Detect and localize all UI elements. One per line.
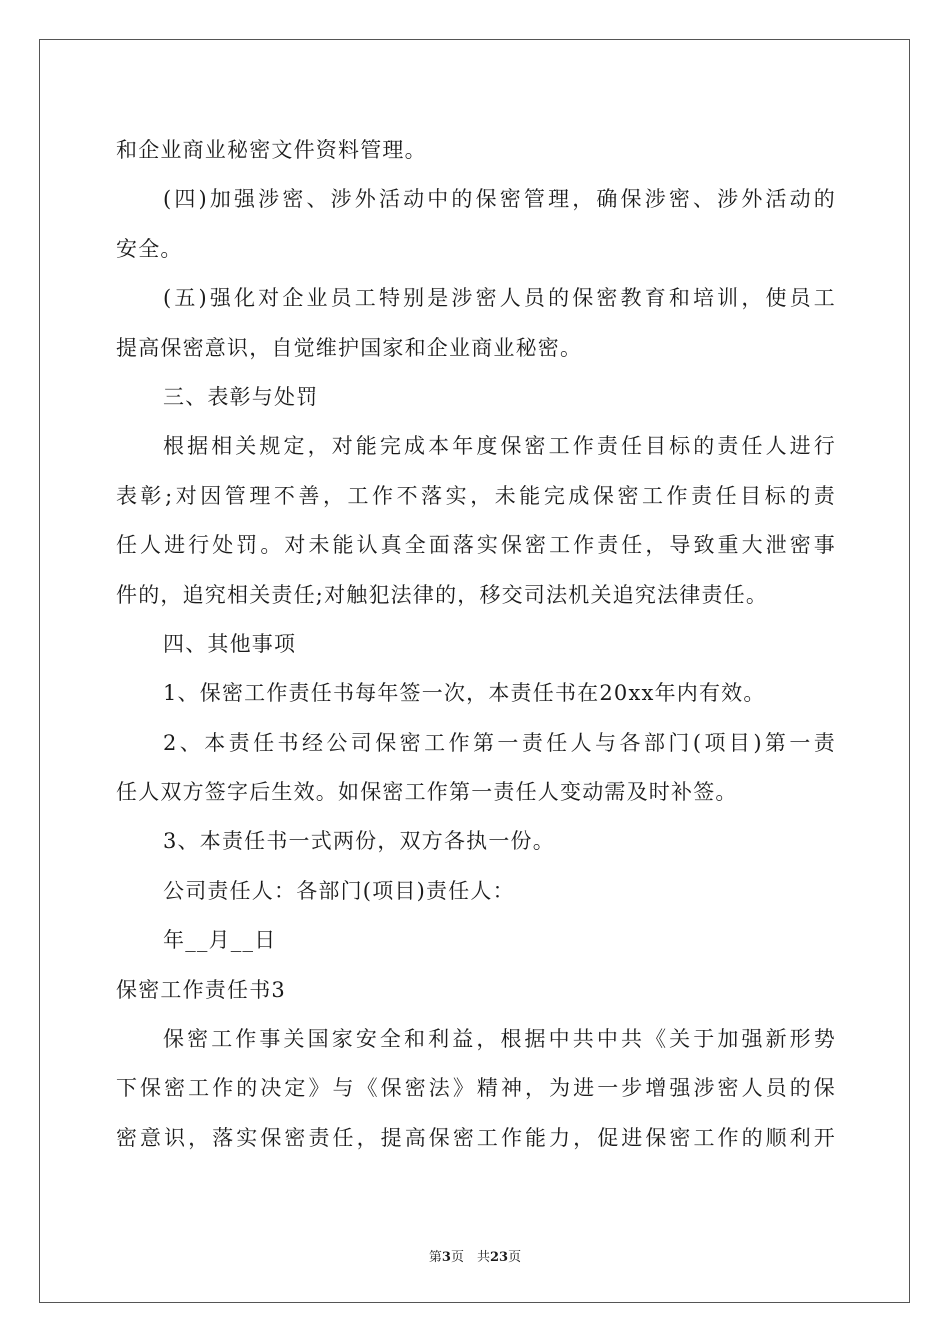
- footer-prefix: 第: [428, 1250, 442, 1265]
- body-line: 保密工作事关国家安全和利益，根据中共中共《关于加强新形势: [163, 1027, 836, 1052]
- body-line: (四)加强涉密、涉外活动中的保密管理，确保涉密、涉外活动的: [163, 187, 836, 212]
- section-heading: 四、其他事项: [163, 631, 297, 656]
- signature-line: 公司责任人：各部门(项目)责任人：: [163, 878, 515, 903]
- current-page-number: 3: [441, 1250, 451, 1265]
- body-line: 3、本责任书一式两份，双方各执一份。: [163, 829, 555, 854]
- body-line: 根据相关规定，对能完成本年度保密工作责任目标的责任人进行: [163, 434, 836, 459]
- body-line: 提高保密意识，自觉维护国家和企业商业秘密。: [116, 335, 583, 360]
- document-body: [116, 126, 836, 1163]
- footer-middle: 页 共: [450, 1250, 490, 1265]
- body-line: 件的，追究相关责任;对触犯法律的，移交司法机关追究法律责任。: [116, 582, 769, 607]
- document-title: 保密工作责任书3: [116, 977, 286, 1002]
- body-line: 2、本责任书经公司保密工作第一责任人与各部门(项目)第一责: [163, 730, 836, 755]
- section-heading: 三、表彰与处罚: [163, 384, 319, 409]
- body-line: 和企业商业秘密文件资料管理。: [116, 138, 427, 162]
- footer-suffix: 页: [508, 1250, 522, 1265]
- body-line: 任人双方签字后生效。如保密工作第一责任人变动需及时补签。: [116, 780, 738, 805]
- body-line: 1、保密工作责任书每年签一次，本责任书在20xx年内有效。: [163, 681, 766, 706]
- page-footer: [0, 1246, 950, 1265]
- body-line: (五)强化对企业员工特别是涉密人员的保密教育和培训，使员工: [163, 286, 836, 311]
- date-line: 年__月__日: [163, 928, 277, 953]
- total-page-number: 23: [489, 1250, 509, 1265]
- body-line: 密意识，落实保密责任，提高保密工作能力，促进保密工作的顺利开: [116, 1125, 836, 1150]
- body-line: 下保密工作的决定》与《保密法》精神，为进一步增强涉密人员的保: [116, 1076, 836, 1101]
- body-line: 任人进行处罚。对未能认真全面落实保密工作责任，导致重大泄密事: [116, 533, 836, 558]
- body-line: 表彰;对因管理不善，工作不落实，未能完成保密工作责任目标的责: [116, 483, 836, 508]
- body-line: 安全。: [116, 236, 183, 261]
